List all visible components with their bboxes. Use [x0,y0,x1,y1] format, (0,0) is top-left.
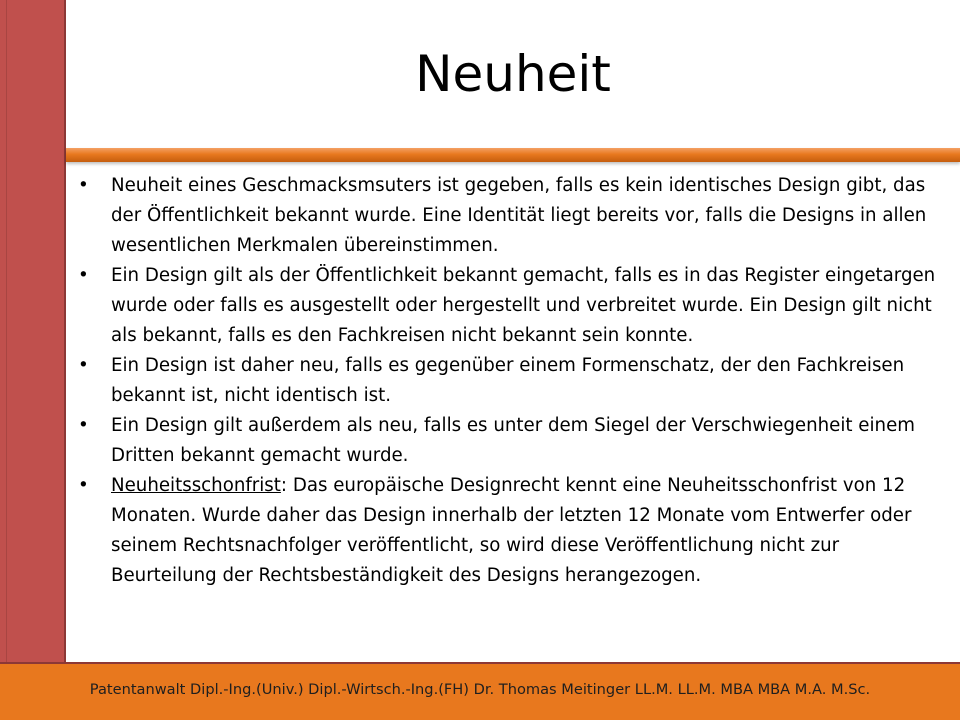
bullet-item [78,171,944,261]
bullet-list [78,171,944,591]
left-accent-bar-line [6,0,7,662]
bullet-item [78,411,944,471]
footer-text: Patentanwalt Dipl.-Ing.(Univ.) Dipl.-Wirtsch.-Ing.(FH) Dr. Thomas Meitinger LL.M. LL.M. MBA MBA M.A. M.Sc. [89,681,871,698]
bullet-icon: • [78,175,89,196]
slide-title: Neuheit [415,45,611,103]
bullet-text: Ein Design ist daher neu, falls es gegenüber einem Formenschatz, der den Fachkreisen bekannt ist, nicht identisch ist. [111,355,905,406]
bullet-icon: • [78,475,89,496]
slide-content [78,171,944,591]
bullet-item [78,471,944,591]
bullet-icon: • [78,415,89,436]
bullet-text [111,475,911,586]
title-divider [66,148,960,162]
bullet-icon: • [78,355,89,376]
bullet-item [78,351,944,411]
bullet-icon: • [78,265,89,286]
left-accent-bar [0,0,66,662]
bullet-text: Neuheit eines Geschmacksmsuters ist gegeben, falls es kein identisches Design gibt, das der Öffentlichkeit bekannt wurde. Eine Identität liegt bereits vor, falls die Designs in allen wesentlichen Merkmalen übereinstimmen. [111,175,927,256]
term-underlined: Neuheitsschonfrist [111,475,281,496]
bullet-item [78,261,944,351]
bullet-text: Ein Design gilt außerdem als neu, falls es unter dem Siegel der Verschwiegenheit einem Dritten bekannt gemacht wurde. [111,415,915,466]
term-definition: : Das europäische Designrecht kennt eine Neuheitsschonfrist von 12 Monaten. Wurde daher das Design innerhalb der letzten 12 Monate vom Entwerfer oder seinem Rechtsnachfolger veröffentlicht, so wird diese Veröffentlichung nicht zur Beurteilung der Rechtsbeständigkeit des Designs herangezogen. [111,475,912,586]
bullet-text: Ein Design gilt als der Öffentlichkeit bekannt gemacht, falls es in das Register eingetargen wurde oder falls es ausgestellt oder hergestellt und verbreitet wurde. Ein Design gilt nicht als bekannt, falls es den Fachkreisen nicht bekannt sein konnte. [111,265,936,346]
footer-bar [0,662,960,720]
